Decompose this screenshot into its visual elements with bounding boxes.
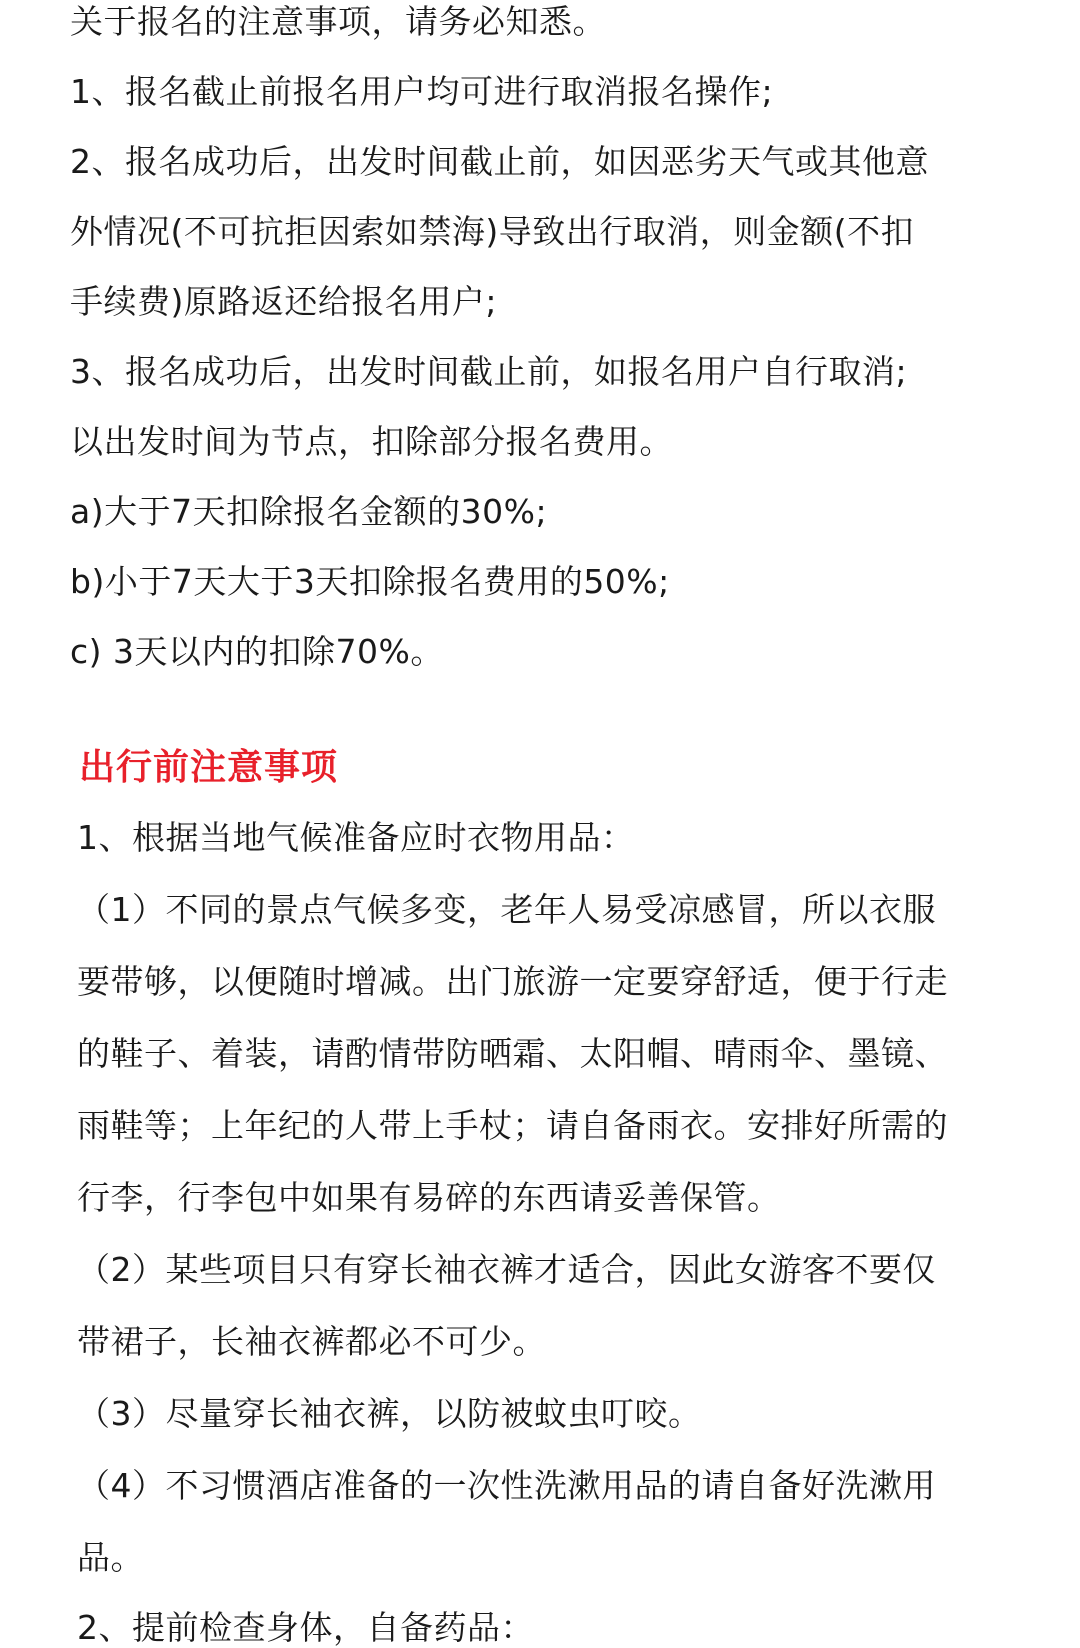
travel-notice-heading: 出行前注意事项 bbox=[79, 747, 339, 788]
refund-rule-a: a)大于7天扣除报名金额的30%; bbox=[70, 492, 548, 531]
travel-line-9: （3）尽量穿长袖衣裤，以防被蚊虫叮咬。 bbox=[77, 1394, 702, 1433]
registration-line-3: 外情况(不可抗拒因索如禁海)导致出行取消，则金额(不扣 bbox=[70, 212, 915, 251]
registration-line-5: 3、报名成功后，出发时间截止前，如报名用户自行取消; bbox=[70, 352, 908, 391]
travel-line-12: 2、提前检查身体，自备药品： bbox=[77, 1608, 534, 1647]
registration-line-6: 以出发时间为节点，扣除部分报名费用。 bbox=[70, 422, 673, 461]
refund-rule-c: c) 3天以内的扣除70%。 bbox=[70, 632, 444, 671]
refund-rule-b: b)小于7天大于3天扣除报名费用的50%; bbox=[70, 562, 670, 601]
travel-line-10: （4）不习惯酒店准备的一次性洗漱用品的请自备好洗漱用 bbox=[77, 1466, 936, 1505]
registration-line-1: 1、报名截止前报名用户均可进行取消报名操作; bbox=[70, 72, 774, 111]
travel-line-1: 1、根据当地气候准备应时衣物用品： bbox=[77, 818, 635, 857]
travel-line-6: 行李，行李包中如果有易碎的东西请妥善保管。 bbox=[77, 1178, 781, 1217]
registration-line-4: 手续费)原路返还给报名用户; bbox=[70, 282, 497, 321]
registration-intro: 关于报名的注意事项，请务必知悉。 bbox=[70, 2, 606, 41]
travel-line-4: 的鞋子、着装，请酌情带防晒霜、太阳帽、晴雨伞、墨镜、 bbox=[77, 1034, 948, 1073]
travel-line-3: 要带够，以便随时增减。出门旅游一定要穿舒适，便于行走 bbox=[77, 962, 948, 1001]
registration-line-2: 2、报名成功后，出发时间截止前，如因恶劣天气或其他意 bbox=[70, 142, 929, 181]
travel-line-7: （2）某些项目只有穿长袖衣裤才适合，因此女游客不要仅 bbox=[77, 1250, 936, 1289]
travel-line-11: 品。 bbox=[77, 1538, 144, 1577]
travel-line-5: 雨鞋等；上年纪的人带上手杖；请自备雨衣。安排好所需的 bbox=[77, 1106, 948, 1145]
travel-line-8: 带裙子，长袖衣裤都必不可少。 bbox=[77, 1322, 546, 1361]
travel-line-2: （1）不同的景点气候多变，老年人易受凉感冒，所以衣服 bbox=[77, 890, 936, 929]
